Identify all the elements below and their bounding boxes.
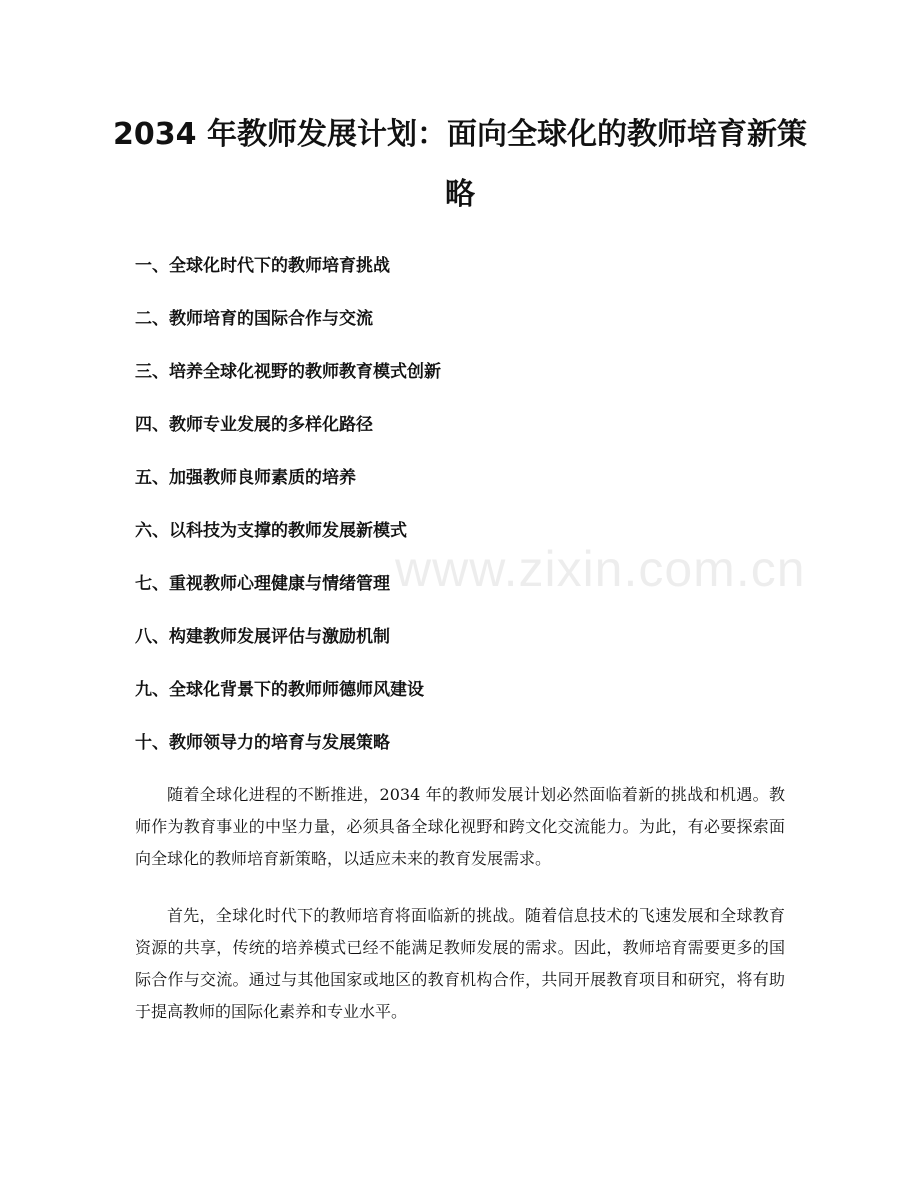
body-paragraph-intro: 随着全球化进程的不断推进，2034 年的教师发展计划必然面临着新的挑战和机遇。教师作为教育事业的中坚力量，必须具备全球化视野和跨文化交流能力。为此，有必要探索面向全球化的教师培育新策略，以适应未来的教育发展需求。 <box>135 785 785 868</box>
body-paragraph-first: 首先，全球化时代下的教师培育将面临新的挑战。随着信息技术的飞速发展和全球教育资源的共享，传统的培养模式已经不能满足教师发展的需求。因此，教师培育需要更多的国际合作与交流。通过与其他国家或地区的教育机构合作，共同开展教育项目和研究，将有助于提高教师的国际化素养和专业水平。 <box>135 906 785 1021</box>
toc-item-10: 十、教师领导力的培育与发展策略 <box>135 733 390 753</box>
toc-item-8: 八、构建教师发展评估与激励机制 <box>135 627 390 647</box>
table-of-contents <box>135 248 795 778</box>
toc-item-9: 九、全球化背景下的教师师德师风建设 <box>135 680 424 700</box>
toc-item-2: 二、教师培育的国际合作与交流 <box>135 309 373 329</box>
toc-item-5: 五、加强教师良师素质的培养 <box>135 468 356 488</box>
watermark: www.zixin.com.cn <box>395 541 806 597</box>
toc-item-6: 六、以科技为支撑的教师发展新模式 <box>135 521 407 541</box>
document-title: 2034 年教师发展计划：面向全球化的教师培育新策略 <box>113 117 807 212</box>
toc-item-4: 四、教师专业发展的多样化路径 <box>135 415 373 435</box>
toc-item-3: 三、培养全球化视野的教师教育模式创新 <box>135 362 441 382</box>
toc-item-1: 一、全球化时代下的教师培育挑战 <box>135 256 390 276</box>
toc-item-7: 七、重视教师心理健康与情绪管理 <box>135 574 390 594</box>
